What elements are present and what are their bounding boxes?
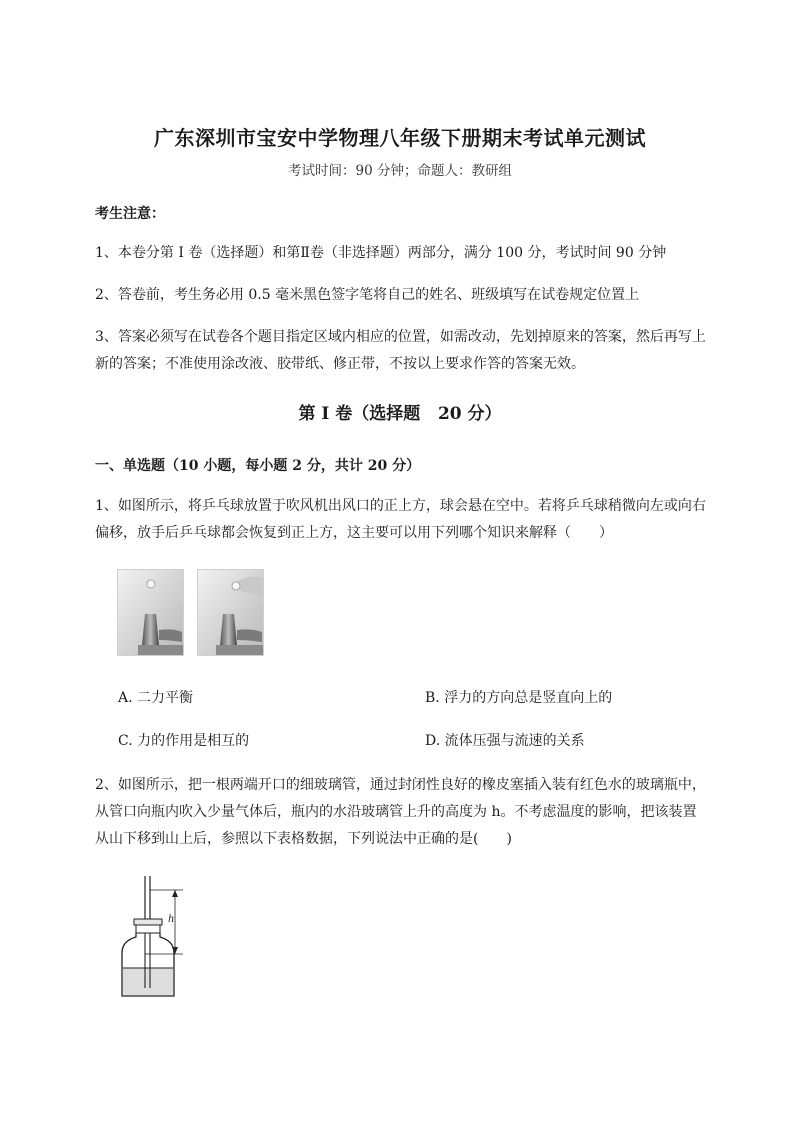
hair-dryer-photo-1 bbox=[117, 569, 184, 656]
question-1-text: 1、如图所示，将乒乓球放置于吹风机出风口的正上方，球会悬在空中。若将乒乓球稍微向左或向右偏移，放手后乒乓球都会恢复到正上方，这主要可以用下列哪个知识来解释（ ） bbox=[95, 498, 706, 541]
question-2-text: 2、如图所示，把一根两端开口的细玻璃管，通过封闭性良好的橡皮塞插入装有红色水的玻璃瓶中，从管口向瓶内吹入少量气体后，瓶内的水沿玻璃管上升的高度为 h。不考虑温度的影响，把该装置从山下移到山上后，参照以下表格数据，下列说法中正确的是( ) bbox=[95, 777, 706, 847]
bottle-diagram bbox=[115, 870, 195, 1000]
part-heading: 一、单选题（10 小题，每小题 2 分，共计 20 分） bbox=[95, 458, 421, 474]
notes-heading: 考生注意： bbox=[95, 206, 165, 222]
height-label: h bbox=[168, 914, 175, 925]
note-item-1: 1、本卷分第 I 卷（选择题）和第Ⅱ卷（非选择题）两部分，满分 100 分，考试时间 90 分钟 bbox=[95, 245, 667, 261]
page-title: 广东深圳市宝安中学物理八年级下册期末考试单元测试 bbox=[154, 126, 646, 150]
note-item-2: 2、答卷前，考生务必用 0.5 毫米黑色签字笔将自己的姓名、班级填写在试卷规定位置上 bbox=[95, 287, 640, 303]
question-1-option-b: B. 浮力的方向总是竖直向上的 bbox=[425, 690, 613, 706]
question-1-option-a: A. 二力平衡 bbox=[118, 690, 194, 706]
question-1-option-c: C. 力的作用是相互的 bbox=[118, 733, 250, 749]
section-title: 第 I 卷（选择题 20 分） bbox=[298, 404, 502, 424]
hair-dryer-photo-2 bbox=[197, 569, 264, 656]
question-1-option-d: D. 流体压强与流速的关系 bbox=[425, 733, 585, 749]
exam-info: 考试时间：90 分钟；命题人：教研组 bbox=[288, 163, 512, 179]
note-item-3: 3、答案必须写在试卷各个题目指定区域内相应的位置，如需改动，先划掉原来的答案，然后再写上新的答案；不准使用涂改液、胶带纸、修正带，不按以上要求作答的答案无效。 bbox=[95, 329, 706, 372]
